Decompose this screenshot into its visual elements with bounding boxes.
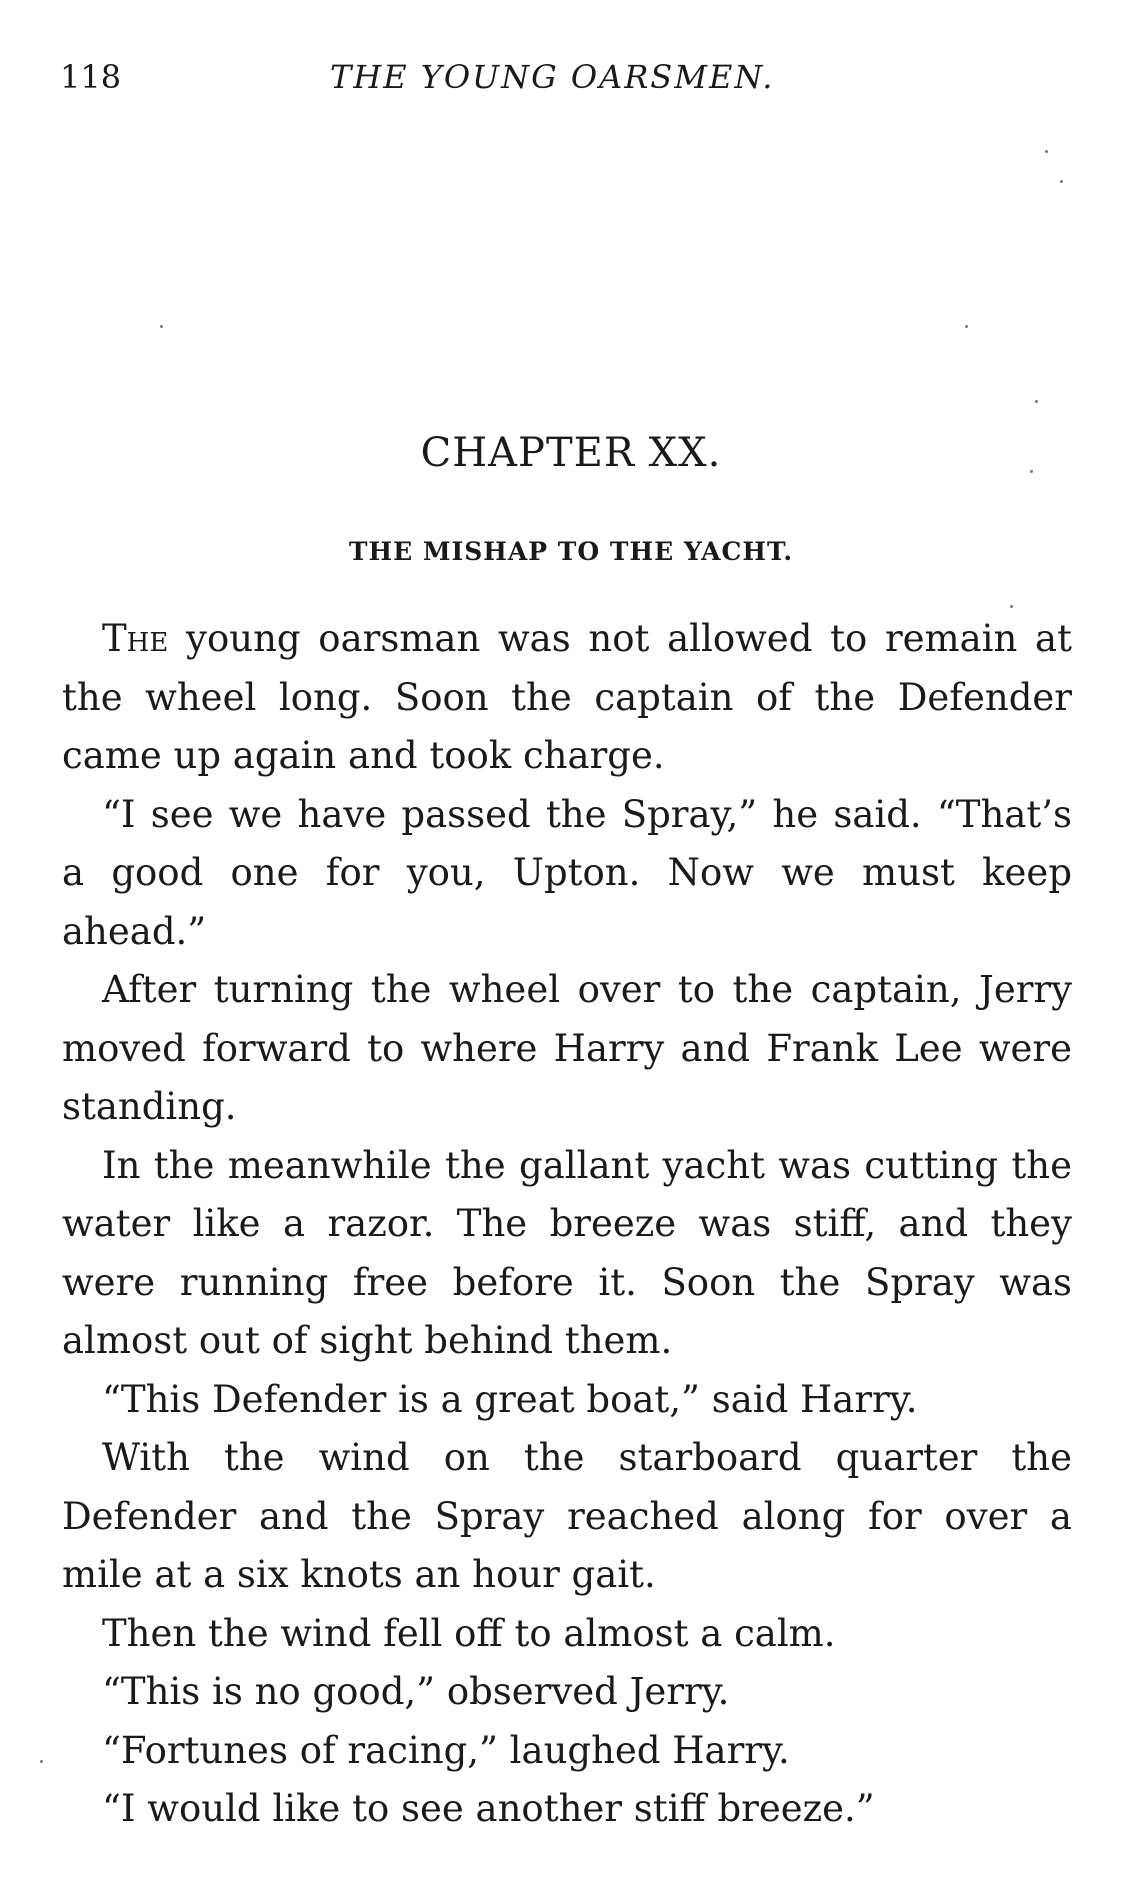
paper-speck: [965, 325, 968, 328]
paragraph: [62, 1371, 1072, 1430]
page-number: 118: [60, 58, 122, 96]
paper-speck: [40, 1760, 43, 1763]
paper-speck: [1045, 150, 1048, 153]
paragraph: [62, 1663, 1072, 1722]
paragraph-text: “I see we have passed the Spray,” he said. “That’s a good one for you, Upton. Now we must keep ahead.”: [62, 792, 1072, 953]
paragraph: [62, 1605, 1072, 1664]
paragraph-text: “Fortunes of racing,” laughed Harry.: [102, 1728, 790, 1772]
paper-speck: [1060, 180, 1063, 183]
paragraph-text: In the meanwhile the gallant yacht was cutting the water like a razor. The breeze was stiff, and they were running free before it. Soon the Spray was almost out of sight behind them.: [62, 1143, 1072, 1362]
paper-speck: [1035, 400, 1038, 403]
paragraph: [62, 610, 1072, 786]
running-title: THE YOUNG OARSMEN.: [330, 58, 775, 96]
paragraph-text: With the wind on the starboard quarter the Defender and the Spray reached along for over a mile at a six knots an hour gait.: [62, 1436, 1072, 1596]
paragraph-text: “This Defender is a great boat,” said Harry.: [102, 1377, 918, 1421]
paragraph: [62, 1722, 1072, 1781]
paragraph: [62, 786, 1072, 962]
paragraph-text: “I would like to see another stiff breeze.”: [102, 1787, 875, 1830]
chapter-body: [62, 610, 1072, 1839]
paper-speck: [1010, 605, 1013, 608]
paragraph-lead-word: The: [102, 617, 169, 660]
paragraph: [62, 1780, 1072, 1839]
paragraph: [62, 1137, 1072, 1371]
paper-speck: [160, 325, 163, 328]
paragraph-text: “This is no good,” observed Jerry.: [102, 1670, 730, 1713]
paragraph: [62, 1429, 1072, 1605]
chapter-title: THE MISHAP TO THE YACHT.: [348, 537, 794, 566]
paper-speck: [1030, 470, 1033, 473]
paragraph: [62, 961, 1072, 1137]
chapter-heading: CHAPTER XX.: [420, 430, 722, 476]
paragraph-text: After turning the wheel over to the captain, Jerry moved forward to where Harry and Frank Lee were standing.: [62, 968, 1072, 1128]
paragraph-text: young oarsman was not allowed to remain at the wheel long. Soon the captain of the Defender came up again and took charge.: [62, 617, 1072, 777]
page-header: [60, 58, 1070, 108]
paragraph-text: Then the wind fell off to almost a calm.: [102, 1611, 836, 1655]
